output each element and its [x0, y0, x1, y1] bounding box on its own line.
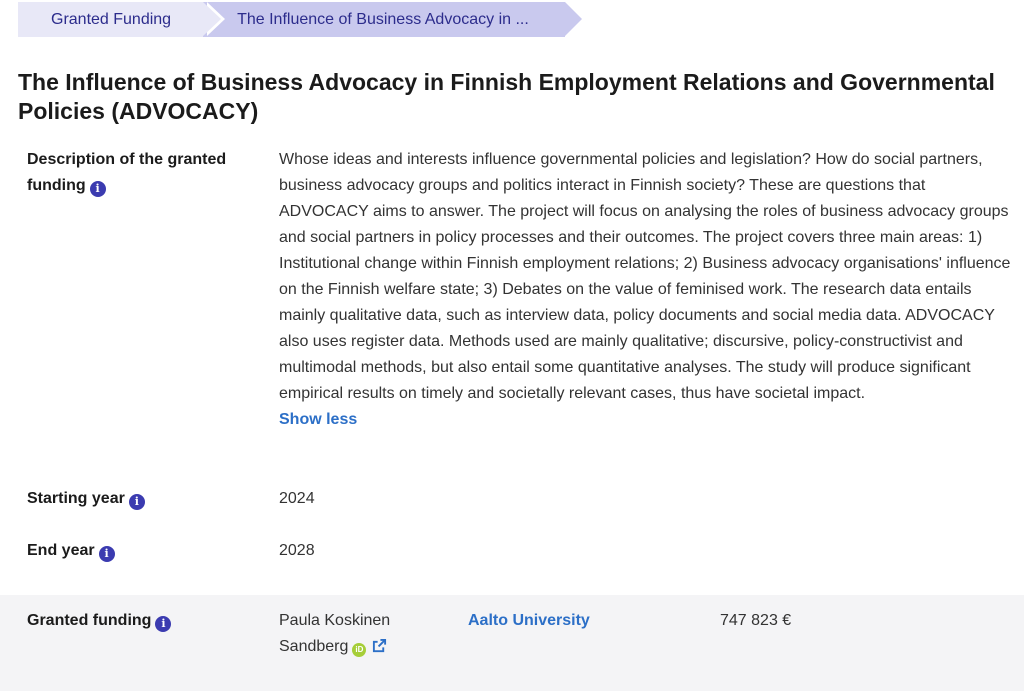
info-icon[interactable]: i	[90, 181, 106, 197]
info-icon[interactable]: i	[129, 494, 145, 510]
granted-funding-label	[27, 608, 257, 634]
end-year-value: 2028	[279, 542, 315, 559]
end-year-label	[27, 538, 257, 564]
starting-year-label-text: Starting year	[27, 490, 125, 507]
recipient-name	[279, 608, 449, 662]
recipient-line1: Paula Koskinen	[279, 612, 391, 629]
organization-link[interactable]: Aalto University	[468, 612, 590, 629]
recipient-line2: Sandberg	[279, 638, 349, 655]
description-label-text: Description of the granted funding	[27, 151, 227, 194]
breadcrumb-item-granted-funding[interactable]: Granted Funding	[18, 2, 203, 37]
granted-funding-label-text: Granted funding	[27, 612, 152, 629]
show-less-link[interactable]: Show less	[279, 411, 358, 428]
external-link-icon[interactable]	[372, 636, 387, 662]
page-title: The Influence of Business Advocacy in Finnish Employment Relations and Governmental Policies (ADVOCACY)	[18, 69, 995, 124]
info-icon[interactable]: i	[155, 616, 171, 632]
funding-amount: 747 823 €	[720, 612, 792, 629]
starting-year-label	[27, 486, 257, 512]
orcid-icon[interactable]: iD	[352, 643, 366, 657]
description-label	[27, 147, 257, 199]
info-icon[interactable]: i	[99, 546, 115, 562]
starting-year-value: 2024	[279, 490, 315, 507]
breadcrumb	[18, 2, 565, 37]
end-year-label-text: End year	[27, 542, 95, 559]
description-body: Whose ideas and interests influence governmental policies and legislation? How do social partners, business advocacy groups and politics interact in Finnish society? These are questions that ADVOCACY aims to answer. The project will focus on analysing the roles of business advocacy groups and social partners in policy processes and their outcomes. The project covers three main areas: 1) Institutional change within Finnish employment relations; 2) Business advocacy organisations' influence on the Finnish welfare state; 3) Debates on the value of feminised work. The research data entails mainly qualitative data, such as interview data, policy documents and social media data. ADVOCACY also uses register data. Methods used are mainly qualitative; discursive, policy-constructivist and multimodal methods, but also entail some quantitative analyses. The study will produce significant empirical results on timely and societally relevant cases, thus have societal impact.	[279, 151, 1011, 402]
breadcrumb-item-current: The Influence of Business Advocacy in ...	[203, 2, 565, 37]
description-text	[279, 147, 1014, 433]
